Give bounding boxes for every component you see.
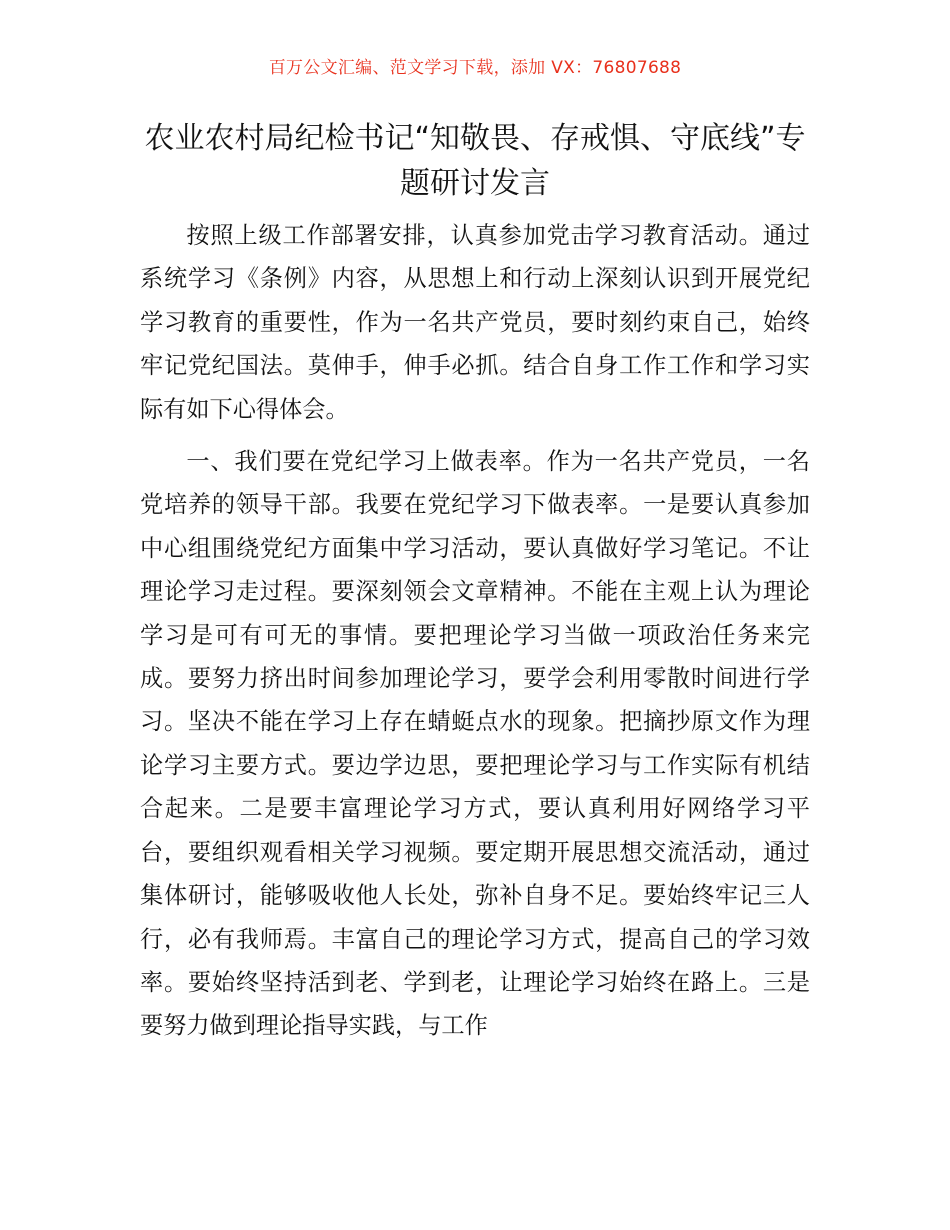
paragraph-intro: 按照上级工作部署安排，认真参加党击学习教育活动。通过系统学习《条例》内容，从思想上和行动上深刻认识到开展党纪学习教育的重要性，作为一名共产党员，要时刻约束自己，始终牢记党纪国法。莫伸手，伸手必抓。结合自身工作工作和学习实际有如下心得体会。 <box>140 222 810 423</box>
paragraph-section-one: 一、我们要在党纪学习上做表率。作为一名共产党员，一名党培养的领导干部。我要在党纪学习下做表率。一是要认真参加中心组围绕党纪方面集中学习活动，要认真做好学习笔记。不让理论学习走过程。要深刻领会文章精神。不能在主观上认为理论学习是可有可无的事情。要把理论学习当做一项政治任务来完成。要努力挤出时间参加理论学习，要学会利用零散时间进行学习。坚决不能在学习上存在蜻蜓点水的现象。把摘抄原文作为理论学习主要方式。要边学边思，要把理论学习与工作实际有机结合起来。二是要丰富理论学习方式，要认真利用好网络学习平台，要组织观看相关学习视频。要定期开展思想交流活动，通过集体研讨，能够吸收他人长处，弥补自身不足。要始终牢记三人行，必有我师焉。丰富自己的理论学习方式，提高自己的学习效率。要始终坚持活到老、学到老，让理论学习始终在路上。三是要努力做到理论指导实践，与工作 <box>140 448 810 1040</box>
watermark-header: 百万公文汇编、范文学习下载，添加 VX：76807688 <box>268 58 682 78</box>
document-title: 农业农村局纪检书记“知敬畏、存戒惧、守底线”专题研讨发言 <box>144 121 806 201</box>
document-body <box>140 214 810 1048</box>
